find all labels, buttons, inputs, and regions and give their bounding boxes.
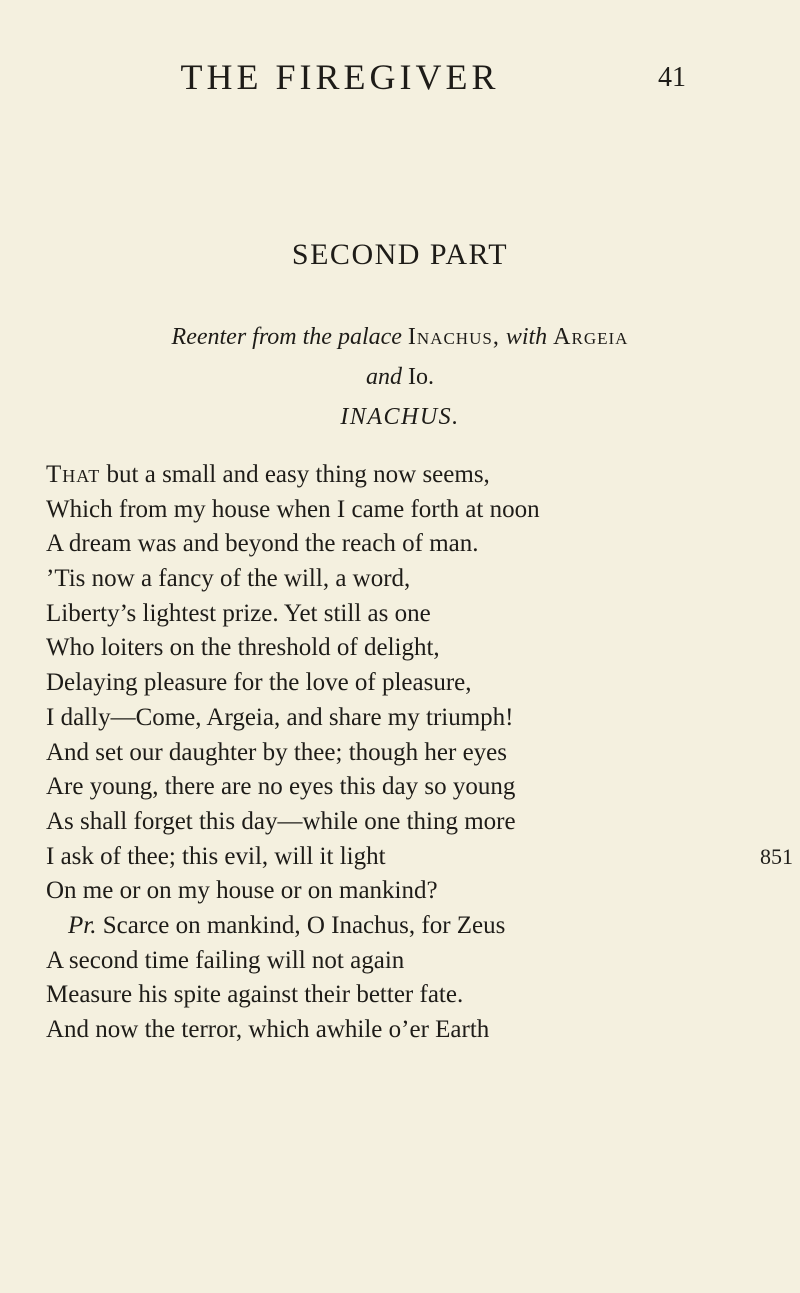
verse-line: A second time failing will not again bbox=[46, 946, 405, 974]
character-name-argeia: Argeia bbox=[553, 324, 629, 350]
verse-block bbox=[46, 458, 793, 1048]
verse-line: And set our daughter by thee; though her eyes bbox=[46, 738, 507, 766]
verse-line: Which from my house when I came forth at noon bbox=[46, 495, 540, 523]
stage-direction-line-1 bbox=[120, 317, 680, 357]
stage-direction-with: with bbox=[505, 324, 548, 350]
verse-line-numbered bbox=[46, 840, 793, 875]
section-heading: SECOND PART bbox=[291, 238, 509, 271]
verse-line: I dally—Come, Argeia, and share my triumph! bbox=[46, 703, 514, 731]
page-number: 41 bbox=[658, 62, 686, 93]
stage-direction-and: and bbox=[366, 364, 402, 390]
verse-line-text: but a small and easy thing now seems, bbox=[100, 461, 490, 488]
verse-line: ’Tis now a fancy of the will, a word, bbox=[46, 565, 411, 593]
verse-line: Are young, there are no eyes this day so young bbox=[46, 773, 516, 801]
verse-line-text: I ask of thee; this evil, will it light bbox=[46, 842, 386, 870]
verse-line: Delaying pleasure for the love of pleasure, bbox=[46, 669, 472, 697]
stage-direction-text: Reenter from the palace bbox=[171, 324, 402, 350]
verse-line: On me or on my house or on mankind? bbox=[46, 877, 438, 905]
verse-line bbox=[46, 458, 746, 493]
verse-line: And now the terror, which awhile o’er Earth bbox=[46, 1016, 490, 1043]
speaker-abbrev-pr: Pr. bbox=[68, 911, 97, 939]
stage-direction bbox=[120, 317, 680, 397]
verse-line: A dream was and beyond the reach of man. bbox=[46, 530, 479, 558]
verse-first-word: That bbox=[46, 461, 101, 488]
verse-line-pr bbox=[46, 909, 746, 944]
verse-line: As shall forget this day—while one thing more bbox=[46, 807, 516, 835]
stage-direction-line-2 bbox=[120, 357, 680, 397]
verse-line-text: Scarce on mankind, O Inachus, for Zeus bbox=[96, 911, 506, 939]
verse-line: Measure his spite against their better fate. bbox=[46, 981, 464, 1009]
verse-line: Liberty’s lightest prize. Yet still as one bbox=[46, 599, 431, 627]
line-number: 851 bbox=[760, 843, 793, 869]
running-head bbox=[0, 56, 800, 106]
running-title: THE FIREGIVER bbox=[180, 57, 500, 97]
character-name-io: Io. bbox=[408, 364, 434, 390]
verse-line: Who loiters on the threshold of delight, bbox=[46, 634, 440, 662]
speaker-name: INACHUS. bbox=[340, 404, 460, 430]
character-name-inachus: Inachus, bbox=[407, 324, 500, 350]
